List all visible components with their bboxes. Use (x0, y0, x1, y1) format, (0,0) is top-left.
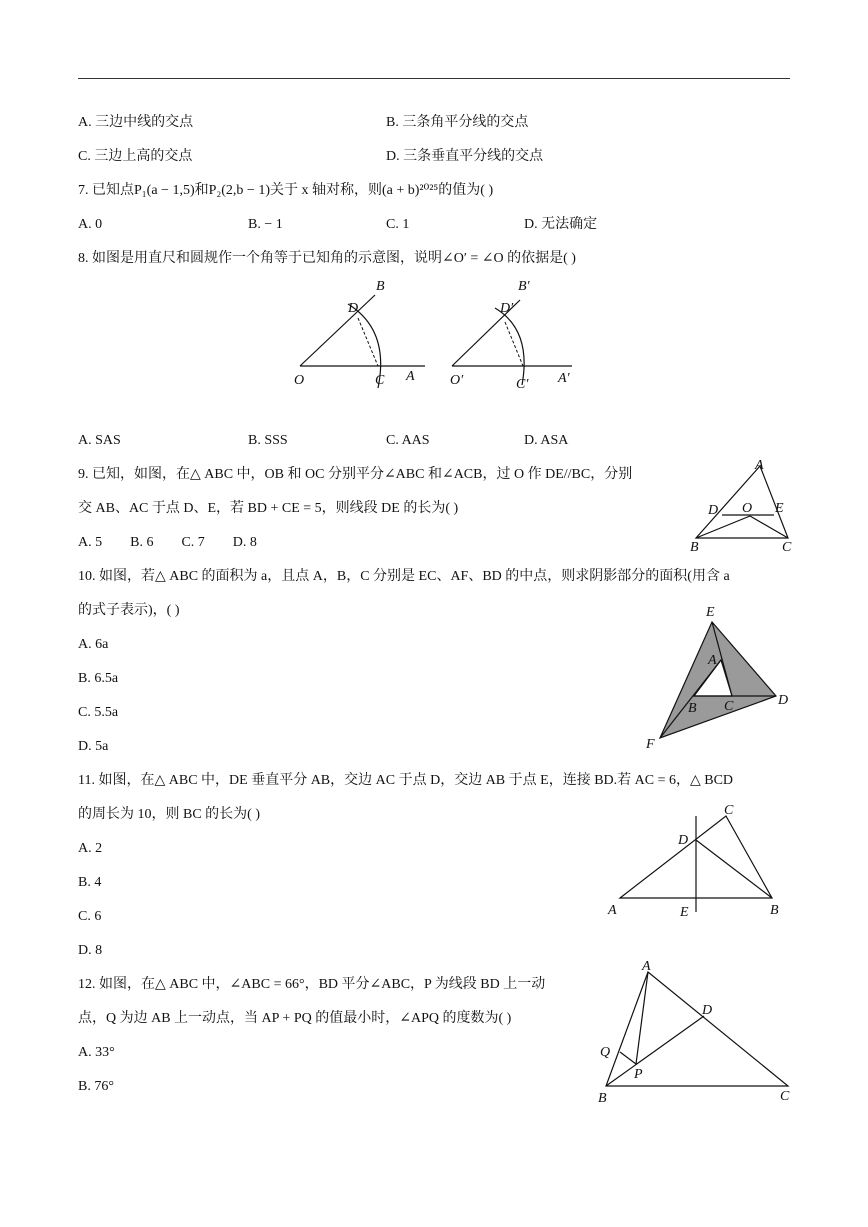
q10-option-a: A. 6a (78, 637, 109, 652)
q11-option-d: D. 8 (78, 943, 103, 958)
q12-label-C: C (780, 1089, 790, 1104)
q7-option-d: D. 无法确定 (524, 217, 598, 232)
q9-options: A. 5 B. 6 C. 7 D. 8 (78, 535, 257, 550)
q12-label-A: A (642, 959, 651, 974)
q12-figure (592, 956, 802, 1106)
q10-label-B: B (688, 701, 697, 716)
q8-label-A-prime: A′ (558, 371, 570, 386)
header-rule (78, 78, 790, 79)
q11-label-D: D (678, 833, 689, 848)
q9-stem-line1: 9. 已知，如图，在△ ABC 中，OB 和 OC 分别平分∠ABC 和∠ACB，过 O 作 DE//BC，分别 (78, 467, 633, 482)
q11-label-A: A (608, 903, 617, 918)
q10-option-d: D. 5a (78, 739, 109, 754)
q9-label-E: E (775, 501, 784, 516)
q8-option-a: A. SAS (78, 433, 121, 448)
q8-label-B-prime: B′ (518, 279, 530, 294)
q12-label-Q: Q (600, 1045, 611, 1060)
q6-option-c: C. 三边上高的交点 (78, 149, 193, 164)
q8-label-O: O (294, 373, 305, 388)
q7-option-b: B. − 1 (248, 217, 283, 232)
q12-option-a: A. 33° (78, 1045, 115, 1060)
q8-option-b: B. SSS (248, 433, 288, 448)
q6-option-b: B. 三条角平分线的交点 (386, 115, 529, 130)
q6-option-a: A. 三边中线的交点 (78, 115, 194, 130)
q10-label-D: D (778, 693, 789, 708)
q10-stem-line2: 的式子表示)，( ) (78, 603, 180, 618)
q9-figure (686, 456, 798, 556)
q8-label-B: B (376, 279, 385, 294)
q12-label-D: D (702, 1003, 713, 1018)
q8-option-d: D. ASA (524, 433, 569, 448)
q11-option-b: B. 4 (78, 875, 102, 890)
q10-label-E: E (706, 605, 715, 620)
q9-label-O: O (742, 501, 753, 516)
q11-label-B: B (770, 903, 779, 918)
q10-option-c: C. 5.5a (78, 705, 119, 720)
q8-option-c: C. AAS (386, 433, 430, 448)
q7-option-a: A. 0 (78, 217, 103, 232)
q8-figure (280, 270, 600, 400)
q11-stem-line1: 11. 如图，在△ ABC 中，DE 垂直平分 AB，交边 AC 于点 D，交边 AB 于点 E，连接 BD.若 AC = 6，△ BCD (78, 773, 734, 788)
q12-label-P: P (634, 1067, 643, 1082)
q9-label-A: A (755, 458, 764, 473)
q10-label-C: C (724, 699, 734, 714)
q8-label-O-prime: O′ (450, 373, 464, 388)
q10-figure (640, 600, 800, 750)
q12-label-B: B (598, 1091, 607, 1106)
q8-label-C-prime: C′ (516, 377, 529, 392)
q11-figure (602, 800, 792, 925)
q9-label-B: B (690, 540, 699, 555)
q9-label-C: C (782, 540, 792, 555)
q9-label-D: D (708, 503, 719, 518)
q10-stem-line1: 10. 如图，若△ ABC 的面积为 a，且点 A，B，C 分别是 EC、AF、BD 的中点，则求阴影部分的面积(用含 a (78, 569, 730, 584)
q12-stem-line2: 点，Q 为边 AB 上一动点，当 AP + PQ 的值最小时，∠APQ 的度数为( ) (78, 1011, 512, 1026)
q11-label-C: C (724, 803, 734, 818)
q10-label-A: A (708, 653, 717, 668)
q11-label-E: E (680, 905, 689, 920)
q8-label-A: A (406, 369, 415, 384)
q8-label-D-prime: D′ (500, 301, 514, 316)
q6-option-d: D. 三条垂直平分线的交点 (386, 149, 544, 164)
q10-label-F: F (646, 737, 655, 752)
q12-stem-line1: 12. 如图，在△ ABC 中，∠ABC = 66°，BD 平分∠ABC，P 为线段 BD 上一动 (78, 977, 546, 992)
q8-stem: 8. 如图是用直尺和圆规作一个角等于已知角的示意图，说明∠O′ = ∠O 的依据是( ) (78, 251, 576, 266)
q8-label-C: C (375, 373, 385, 388)
q11-option-a: A. 2 (78, 841, 103, 856)
q9-stem-line2: 交 AB、AC 于点 D、E，若 BD + CE = 5，则线段 DE 的长为( ) (78, 501, 459, 516)
q10-option-b: B. 6.5a (78, 671, 119, 686)
q7-option-c: C. 1 (386, 217, 410, 232)
q11-stem-line2: 的周长为 10，则 BC 的长为( ) (78, 807, 260, 822)
q11-option-c: C. 6 (78, 909, 102, 924)
q12-option-b: B. 76° (78, 1079, 114, 1094)
q7-stem: 7. 已知点P₁(a − 1,5)和P₂(2,b − 1)关于 x 轴对称，则(a + b)²⁰²⁵的值为( ) (78, 183, 494, 198)
q8-label-D: D (348, 301, 359, 316)
